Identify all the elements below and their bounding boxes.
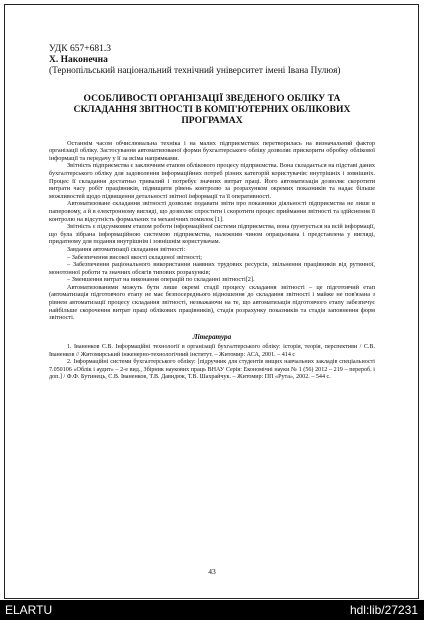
footer-handle-label: hdl:lib/27231 bbox=[349, 603, 418, 617]
udk-code: УДК 657+681.3 bbox=[49, 44, 111, 54]
paragraph-5: Завдання автоматизації складання звітності: bbox=[67, 245, 186, 253]
paragraph-1: Останнім часом обчислювальна техніка і на малих підприємствах перетворилась на визначальний фактор організації обліку. Застосування автоматизованої форми бухгалтерського обліку дозволяє прискорити обробку облікової інформації та передачу у її за всіма напрямками. bbox=[49, 139, 375, 162]
paper-title: ОСОБЛИВОСТІ ОРГАНІЗАЦІЇ ЗВЕДЕНОГО ОБЛІКУ ТА СКЛАДАННЯ ЗВІТНОСТІ В КОМП'ЮТЕРНИХ ОБЛІКОВИХ ПРОГРАМАХ bbox=[73, 93, 351, 127]
author-affiliation: (Тернопільський національний технічний університет імені Івана Пулюя) bbox=[49, 66, 341, 76]
paragraph-3: Автоматизоване складання звітності дозволяє подавати звіти про показники діяльності підприємства не лише в паперовому, а й в електронному вигляді, що дозволяє спростити і скоротити процес приймання звітності та здійснення її контролю на відсутність формальних та механічних помилок [1]. bbox=[49, 200, 375, 223]
author-name: Х. Наконечна bbox=[49, 55, 108, 65]
reference-item: 1. Іваненков С.В. Інформаційні технології в організації бухгалтерського обліку: історія, теорія, перспективи / С.В. Іваненков // Житомирський інженерно-технологічний інститут. – Житомир: АСА, 2001. – 414 с bbox=[49, 344, 375, 358]
literature-heading: Література bbox=[192, 332, 232, 341]
footer-bar bbox=[0, 600, 424, 620]
reference-item: 2. Інформаційні системи бухгалтерського обліку: [підручник для студентів вищих навчальних закладів спеціальності 7.050106 «Облік і аудит» – 2-е вид., Збірник наукових праць ВНАУ Серія: Економічні науки № 1 (56) 2012 – 219 – перероб. і доп.] / Ф.Ф. Бутинець, С.В. Іваненков, Т.В. Давидюк, Т.В. Шахрайчук. – Житомир: ПП «Рута», 2002. – 544 с. bbox=[49, 359, 375, 381]
paragraph-4: Звітність є підсумковим етапом роботи інформаційної системи підприємства, вона ґрунтується на всій інформації, що була зібрана інформаційною системою підприємства, належним чином опрацьована і представлена у вигляді, придатному для подання внутрішнім і зовнішнім користувачам. bbox=[49, 223, 375, 246]
footer-repository-label: ELARTU bbox=[5, 603, 53, 617]
list-item: – Зменшення витрат на виконання операцій по складанні звітності[2]. bbox=[67, 276, 255, 284]
page-number: 43 bbox=[208, 567, 216, 576]
list-item: – Забезпечення високої якості складеної звітності; bbox=[67, 253, 202, 261]
list-item: – Забезпечення раціонального використання наявних трудових ресурсів, звільнення працівників від рутинної, монотонної роботи та значних обсягів типових розрахунків; bbox=[49, 261, 375, 276]
paragraph-6: Автоматизованими можуть бути лише окремі стадії процесу складання звітності – це підготовчий етап (автоматизація підготовчого етапу не має безпосереднього відношення до складання звітності і майже не пов'язана з рівнем автоматизації процесу складання звітності, незважаючи на те, що автоматизація підготовчого етапу забезпечує найбільше скорочення витрат праці облікових працівників), стадія розрахунку показників та стадія заповнення форм звітності. bbox=[49, 283, 375, 322]
paper-page bbox=[49, 44, 375, 381]
paragraph-2: Звітність підприємства є заключним етапом облікового процесу підприємства. Вона складається на підставі даних бухгалтерського обліку для задоволення інформаційних потреб різних категорій користувачів: внутрішніх і зовнішніх. Процес її складання достатньо тривалий і потребує значних витрат праці. Його автоматизація дозволяє скоротити витрати часу робіт працівників, підвищити рівень контролю за розрахунком окремих показників та надає більше можливостей щодо підвищення детальності звітної інформації та її оперативності. bbox=[49, 162, 375, 200]
